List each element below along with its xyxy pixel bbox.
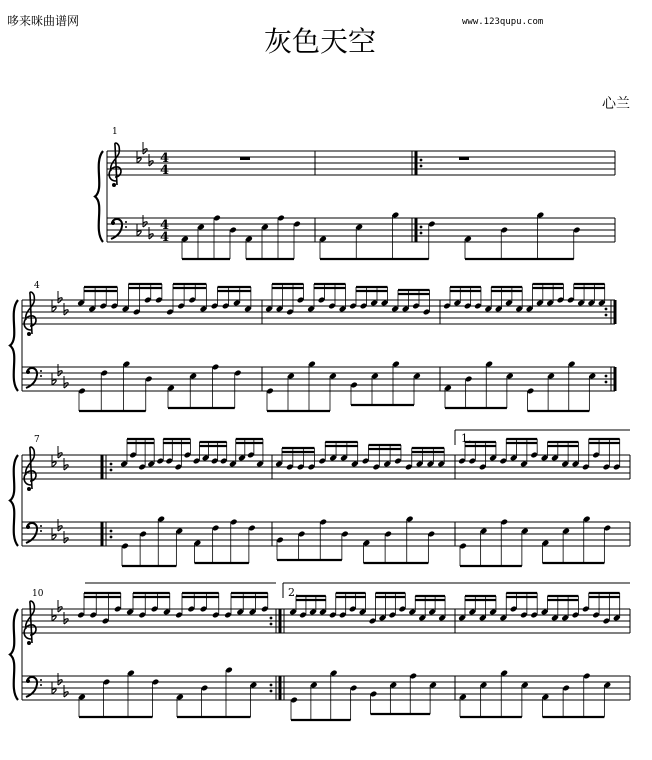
time-signature: 4 xyxy=(160,230,170,245)
site-name: 哆来咪曲谱网 xyxy=(7,14,80,28)
repeat-dot xyxy=(110,530,113,533)
brace-icon xyxy=(10,455,18,546)
treble-clef-icon xyxy=(109,143,121,185)
repeat-dot xyxy=(420,159,423,162)
measure-number: 1 xyxy=(112,127,118,137)
bass-clef-icon xyxy=(26,525,30,529)
repeat-dot xyxy=(605,308,608,311)
repeat-dot xyxy=(605,314,608,317)
repeat-dot xyxy=(110,463,113,466)
repeat-dot xyxy=(270,623,273,626)
treble-clef-icon xyxy=(27,332,31,336)
repeat-dot xyxy=(420,226,423,229)
treble-clef-icon xyxy=(27,487,31,491)
repeat-dot xyxy=(605,381,608,384)
bass-clef-icon xyxy=(40,530,42,532)
repeat-dot xyxy=(270,690,273,693)
bass-clef-icon xyxy=(40,684,42,686)
time-signature: 4 xyxy=(160,163,170,178)
repeat-dot xyxy=(110,536,113,539)
measure-number: 10 xyxy=(32,589,44,599)
repeat-dot xyxy=(110,469,113,472)
treble-clef-icon xyxy=(24,447,36,489)
flat-icon xyxy=(52,616,56,621)
bass-clef-icon xyxy=(40,370,42,372)
bass-clef-icon xyxy=(111,221,115,225)
treble-clef-icon xyxy=(24,292,36,334)
site-url: www.123qupu.com xyxy=(462,17,544,27)
whole-rest xyxy=(459,157,469,160)
brace-icon xyxy=(10,609,18,700)
composer: 心兰 xyxy=(602,96,630,112)
repeat-dot xyxy=(420,232,423,235)
repeat-dot xyxy=(270,617,273,620)
bass-clef-icon xyxy=(125,226,127,228)
repeat-dot xyxy=(270,684,273,687)
flat-icon xyxy=(52,689,56,694)
song-title: 灰色天空 xyxy=(263,25,376,58)
flat-icon xyxy=(52,307,56,312)
bass-clef-icon xyxy=(125,221,127,223)
volta-label: 1. xyxy=(461,432,472,445)
brace-icon xyxy=(95,151,103,242)
bass-clef-icon xyxy=(26,370,30,374)
time-signature: 4 xyxy=(160,218,170,233)
volta-label: 2. xyxy=(288,586,299,599)
flat-icon xyxy=(52,462,56,467)
measure-number: 7 xyxy=(34,435,40,445)
brace-icon xyxy=(10,300,18,391)
bass-clef-icon xyxy=(26,679,30,683)
time-signature: 4 xyxy=(160,151,170,166)
treble-clef-icon xyxy=(27,641,31,645)
flat-icon xyxy=(137,158,141,163)
treble-clef-icon xyxy=(24,601,36,643)
flat-icon xyxy=(137,231,141,236)
flat-icon xyxy=(52,380,56,385)
bass-clef-icon xyxy=(40,375,42,377)
repeat-dot xyxy=(420,165,423,168)
treble-clef-icon xyxy=(112,183,116,187)
bass-clef-icon xyxy=(40,525,42,527)
measure-number: 4 xyxy=(34,281,40,291)
repeat-dot xyxy=(605,375,608,378)
flat-icon xyxy=(52,535,56,540)
whole-rest xyxy=(240,157,250,160)
bass-clef-icon xyxy=(40,679,42,681)
